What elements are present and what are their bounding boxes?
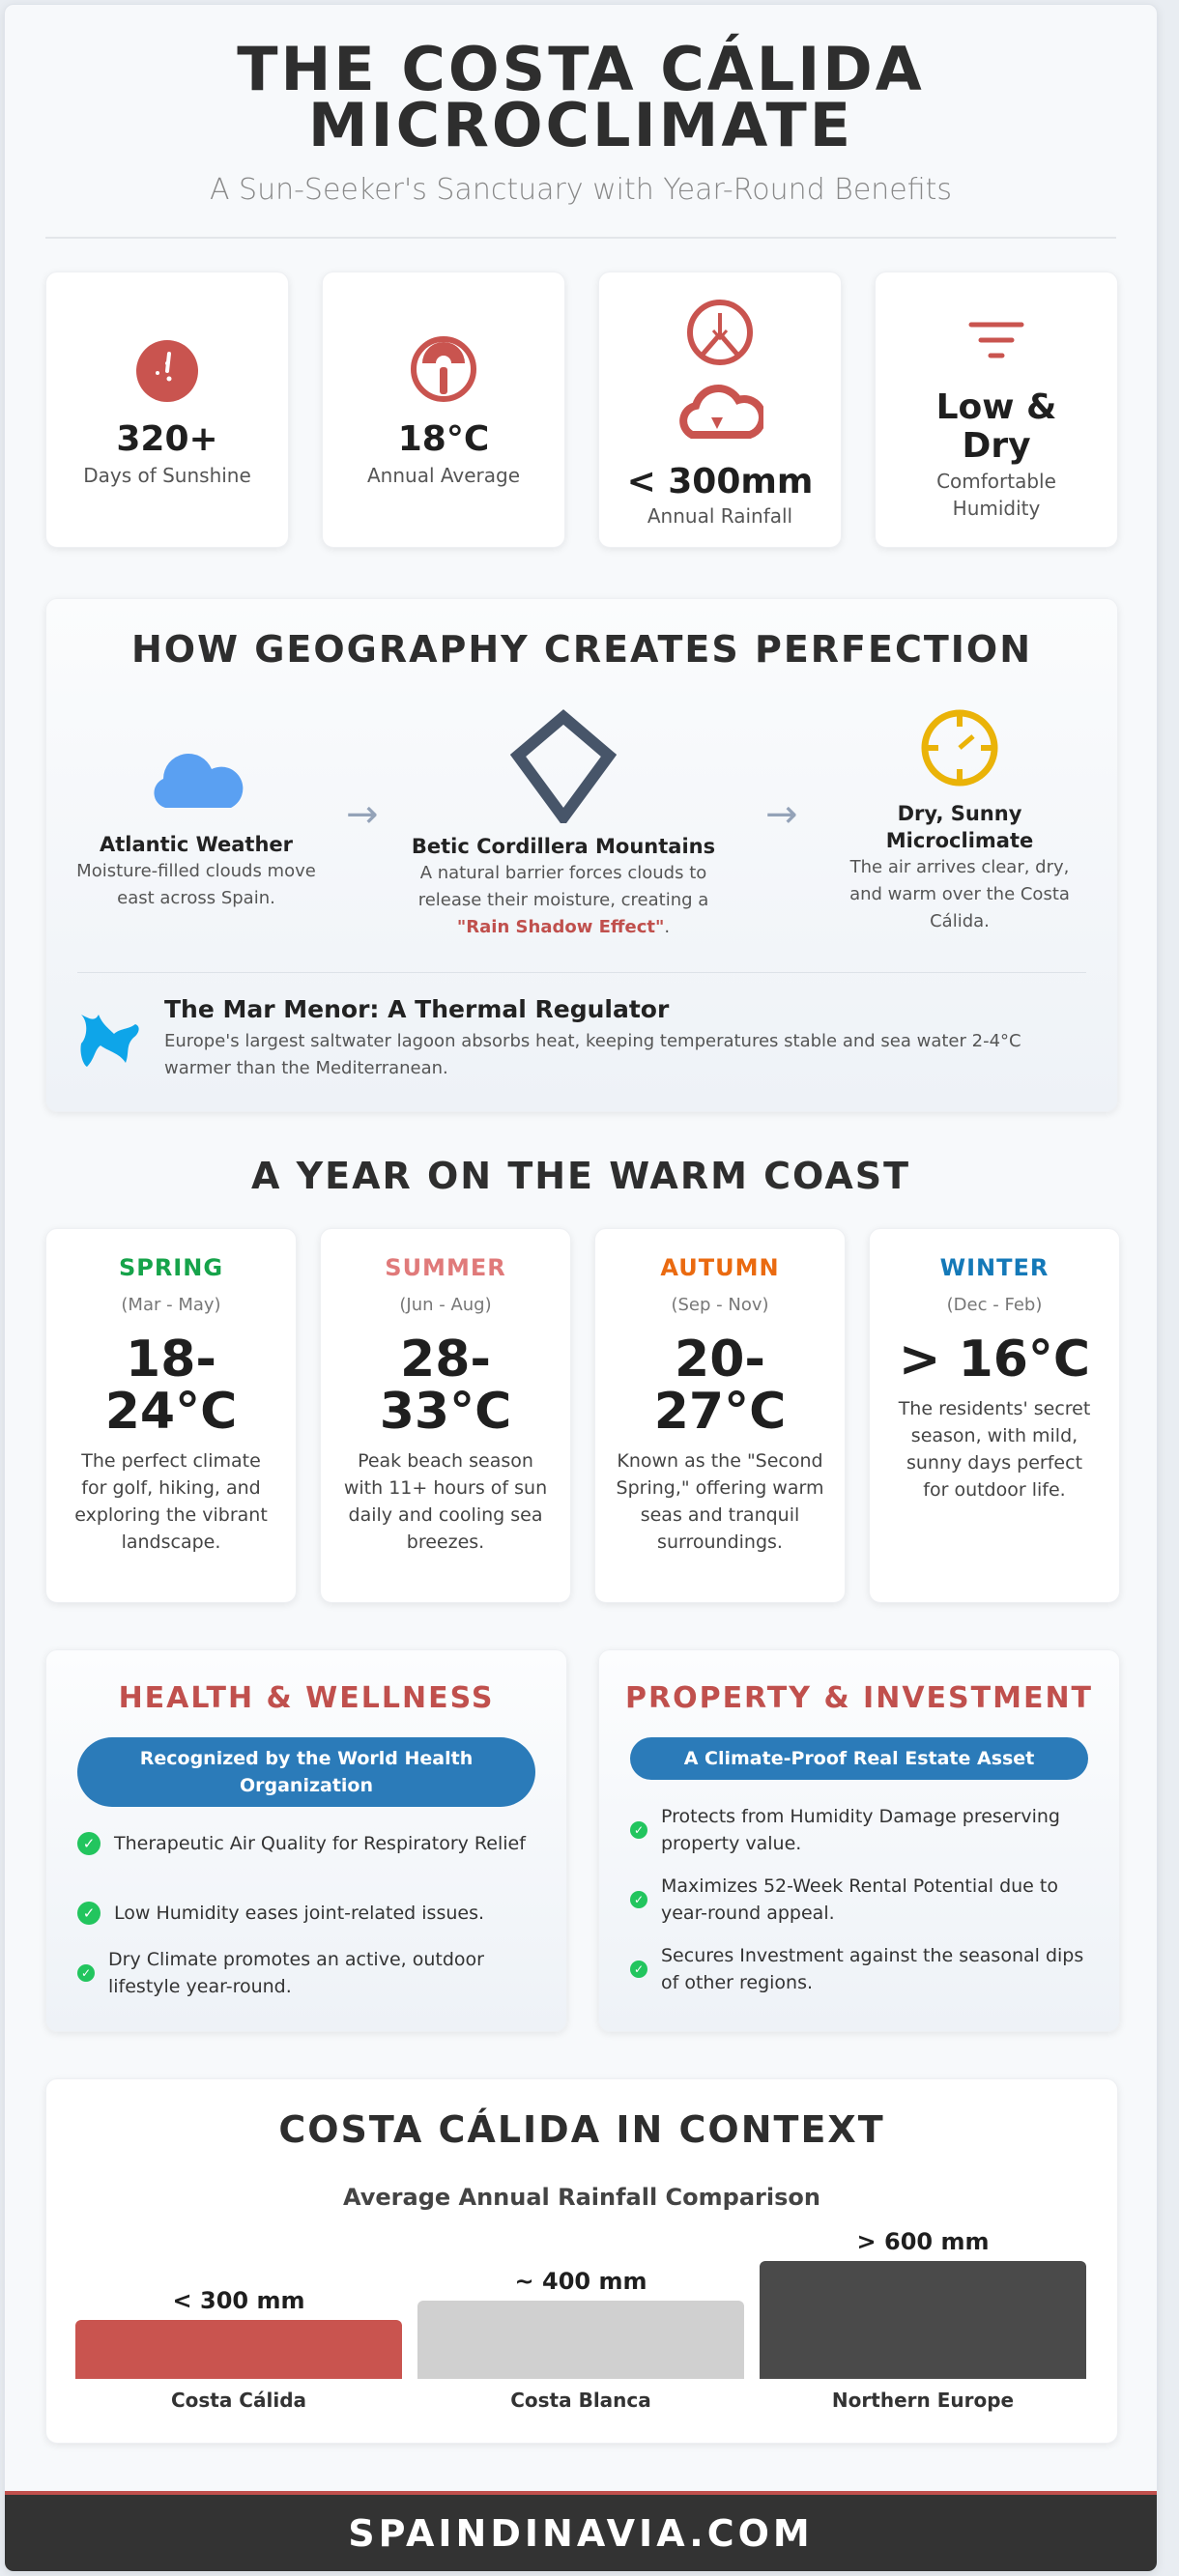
list-item [77,1946,543,2000]
section-title: HOW GEOGRAPHY CREATES PERFECTION [130,628,1033,671]
cloud-icon [75,744,317,831]
climate-proof-badge: A Climate-Proof Real Estate Asset [630,1737,1088,1780]
rain-shadow-highlight: "Rain Shadow Effect" [456,917,665,937]
mar-menor-title: The Mar Menor: A Thermal Regulator [164,995,670,1023]
season-temp-line-2: 33°C [379,1383,512,1441]
check-icon: ✓ [630,1961,647,1978]
who-badge: Recognized by the World Health Organization [77,1737,535,1807]
stat-value: 320+ [116,419,218,459]
season-range: (Jun - Aug) [399,1295,492,1315]
season-temp [46,1331,296,1441]
season-card-autumn [594,1228,846,1603]
season-temp-line-2: 24°C [104,1383,238,1441]
season-card-summer [320,1228,571,1603]
stat-label: Annual Rainfall [647,504,793,528]
chart-bar [760,2261,1086,2379]
bar-value-label: < 300 mm [172,2287,305,2314]
title-line-2: MICROCLIMATE [307,90,854,160]
list-item [630,1873,1096,1927]
check-icon: ✓ [630,1821,647,1839]
season-name: WINTER [939,1254,1050,1281]
bar-value-label: > 600 mm [856,2228,990,2255]
stat-value: < 300mm [626,462,814,501]
season-text: Known as the "Second Spring," offering warm seas and tranquil surroundings. [616,1450,824,1553]
check-icon: ✓ [77,1964,95,1982]
list-item-text: Protects from Humidity Damage preserving property value. [661,1806,1060,1854]
geo-step-text-line-3: Cálida. [930,911,990,931]
mountain-icon [404,709,723,833]
season-range: (Mar - May) [121,1295,221,1315]
stat-value: 18°C [397,419,490,459]
bar-category-label: Costa Cálida [170,2389,307,2412]
stat-label-line-2: Humidity [952,497,1041,520]
seasons-title: A YEAR ON THE WARM COAST [250,1155,911,1197]
flow-arrow: → [765,792,798,837]
geo-step-title: Atlantic Weather [99,833,294,856]
header-divider [45,237,1116,239]
cloud-rain-icon [599,300,841,444]
stat-card-humidity [875,272,1118,548]
geography-section [45,598,1118,1112]
stat-value-line-1: Low & [935,387,1057,427]
flow-arrow: → [346,792,379,837]
stat-label-line-1: Comfortable [936,470,1056,493]
season-text: The residents' secret season, with mild, sunny days perfect for outdoor life. [898,1398,1091,1501]
geography-divider [77,972,1086,973]
panel-title: PROPERTY & INVESTMENT [624,1681,1094,1715]
geo-step-text-line-1: A natural barrier forces clouds to [419,863,707,883]
list-item [77,1900,543,1927]
context-section [45,2078,1118,2444]
section-title: COSTA CÁLIDA IN CONTEXT [278,2108,885,2151]
infographic-page [4,4,1158,2572]
check-icon: ✓ [77,1832,101,1855]
health-wellness-panel [45,1649,567,2032]
sun-icon [46,338,288,404]
check-icon: ✓ [77,1902,101,1925]
season-card-winter [869,1228,1120,1603]
season-temp-line-2: 27°C [653,1383,787,1441]
geo-step-title-line-2: Microclimate [885,829,1034,852]
geo-step-text-line-3 [404,914,723,941]
lagoon-icon [75,1005,143,1076]
chart-bar [75,2320,402,2379]
season-temp-line-1: > 16°C [898,1331,1091,1388]
list-item-text: Maximizes 52-Week Rental Potential due to year-round appeal. [661,1875,1058,1924]
bar-category-label: Costa Blanca [510,2389,651,2412]
footer-brand[interactable]: SPAINDINAVIA.COM [348,2512,814,2555]
season-temp [870,1333,1119,1386]
stat-value-line-2: Dry [962,426,1031,466]
geo-step-title-line-1: Dry, Sunny [897,802,1022,825]
panel-title: HEALTH & WELLNESS [118,1681,495,1715]
chart-bar [417,2301,744,2379]
season-range: (Sep - Nov) [671,1295,769,1315]
geo-step-text-line-2: east across Spain. [117,888,275,908]
stat-card-sunshine [45,272,289,548]
season-temp [321,1331,570,1441]
season-card-spring [45,1228,297,1603]
list-item [77,1830,543,1857]
geo-step-text-line-1: Moisture-filled clouds move [76,861,316,881]
geo-step-suffix: . [664,917,671,937]
geo-step-microclimate [839,707,1080,935]
bar-category-label: Northern Europe [831,2389,1015,2412]
geo-step-text-line-2: release their moisture, creating a [417,890,709,910]
check-icon: ✓ [630,1891,647,1908]
stat-label [876,468,1117,522]
geo-step-text-line-1: The air arrives clear, dry, [849,857,1070,877]
list-item-text: Dry Climate promotes an active, outdoor lifestyle year-round. [108,1949,484,1997]
filter-icon [876,319,1117,361]
list-item-text: Therapeutic Air Quality for Respiratory Relief [114,1833,526,1854]
stat-label: Days of Sunshine [83,464,251,487]
season-name: SUMMER [385,1254,506,1281]
footer [5,2491,1157,2572]
season-temp [595,1331,845,1441]
bar-value-label: ~ 400 mm [514,2268,647,2295]
list-item-text: Secures Investment against the seasonal dips of other regions. [661,1945,1084,1993]
stat-label: Annual Average [366,464,520,487]
page-subtitle: A Sun-Seeker's Sanctuary with Year-Round Benefits [209,173,953,207]
stat-card-rainfall [598,272,842,548]
season-temp-line-1: 28- [400,1331,491,1388]
sun-icon [839,707,1080,800]
mar-menor-text: Europe's largest saltwater lagoon absorbs heat, keeping temperatures stable and sea water 2-4°C warmer than the Mediterranean. [164,1031,1021,1078]
chart-title: Average Annual Rainfall Comparison [343,2184,820,2211]
season-temp-line-1: 20- [675,1331,765,1388]
title-line-1: THE COSTA CÁLIDA [237,34,925,104]
stat-card-temperature [322,272,565,548]
thermometer-icon [323,334,564,404]
list-item-text: Low Humidity eases joint-related issues. [114,1903,485,1924]
season-text: The perfect climate for golf, hiking, and exploring the vibrant landscape. [74,1450,268,1553]
geo-step-text-line-2: and warm over the Costa [849,884,1070,904]
list-item [630,1942,1096,1996]
geo-step-mountains [404,709,723,941]
stat-value [876,388,1117,466]
property-investment-panel [598,1649,1120,2032]
season-temp-line-1: 18- [126,1331,216,1388]
season-name: SPRING [118,1254,224,1281]
season-range: (Dec - Feb) [946,1295,1043,1315]
geo-step-atlantic [75,744,317,912]
page-title [5,34,1157,160]
season-text: Peak beach season with 11+ hours of sun daily and cooling sea breezes. [343,1450,548,1553]
geo-step-title: Betic Cordillera Mountains [411,835,716,858]
list-item [630,1803,1096,1857]
season-name: AUTUMN [660,1254,780,1281]
